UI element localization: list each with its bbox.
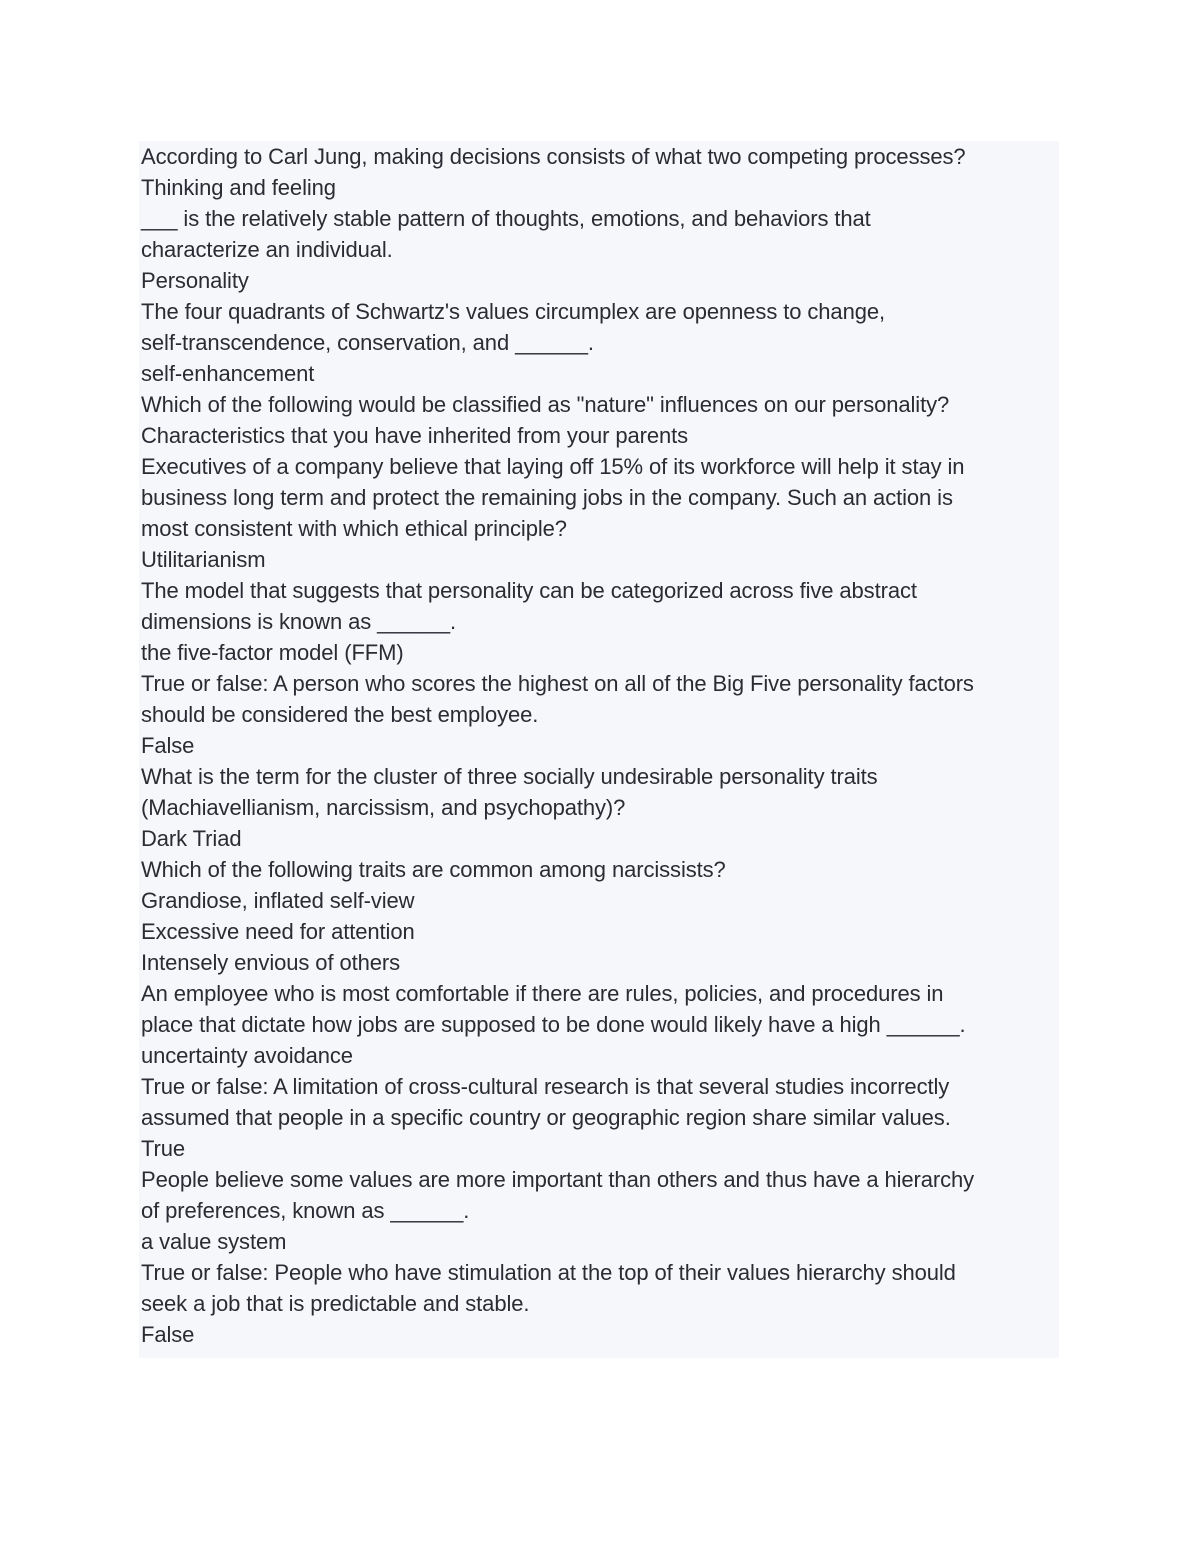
- text-line: self-transcendence, conservation, and ______.: [141, 330, 594, 355]
- text-line: Thinking and feeling: [141, 175, 336, 200]
- text-line: Grandiose, inflated self-view: [141, 888, 415, 913]
- text-line: most consistent with which ethical principle?: [141, 516, 567, 541]
- text-line: People believe some values are more important than others and thus have a hierarchy: [141, 1167, 975, 1192]
- text-line: characterize an individual.: [141, 237, 393, 262]
- text-line: True or false: People who have stimulation at the top of their values hierarchy should: [141, 1260, 956, 1285]
- text-line: self-enhancement: [141, 361, 315, 386]
- text-line: True: [141, 1136, 186, 1161]
- flashcard-text-block: [139, 141, 1059, 1358]
- text-line: a value system: [141, 1229, 287, 1254]
- text-line: Which of the following traits are common among narcissists?: [141, 857, 726, 882]
- text-line: seek a job that is predictable and stable.: [141, 1291, 530, 1316]
- text-line: What is the term for the cluster of three socially undesirable personality traits: [141, 764, 878, 789]
- text-line: Dark Triad: [141, 826, 242, 851]
- text-line: place that dictate how jobs are supposed to be done would likely have a high ______.: [141, 1012, 966, 1037]
- text-line: True or false: A person who scores the highest on all of the Big Five personality factors: [141, 671, 974, 696]
- text-line: of preferences, known as ______.: [141, 1198, 470, 1223]
- text-line: uncertainty avoidance: [141, 1043, 353, 1068]
- text-line: False: [141, 733, 195, 758]
- text-line: Which of the following would be classified as "nature" influences on our personality?: [141, 392, 950, 417]
- text-line: (Machiavellianism, narcissism, and psychopathy)?: [141, 795, 626, 820]
- text-line: dimensions is known as ______.: [141, 609, 456, 634]
- text-line: Excessive need for attention: [141, 919, 415, 944]
- text-line: The model that suggests that personality can be categorized across five abstract: [141, 578, 917, 603]
- text-line: True or false: A limitation of cross-cultural research is that several studies incorrectly: [141, 1074, 950, 1099]
- text-line: the five-factor model (FFM): [141, 640, 404, 665]
- text-line: Characteristics that you have inherited from your parents: [141, 423, 689, 448]
- text-line: Intensely envious of others: [141, 950, 401, 975]
- text-line: ___ is the relatively stable pattern of thoughts, emotions, and behaviors that: [141, 206, 871, 231]
- text-line: business long term and protect the remaining jobs in the company. Such an action is: [141, 485, 953, 510]
- text-line: Utilitarianism: [141, 547, 266, 572]
- text-line: False: [141, 1322, 195, 1347]
- text-line: assumed that people in a specific country or geographic region share similar values.: [141, 1105, 951, 1130]
- text-line: The four quadrants of Schwartz's values circumplex are openness to change,: [141, 299, 885, 324]
- text-line: According to Carl Jung, making decisions consists of what two competing processes?: [141, 144, 966, 169]
- text-line: should be considered the best employee.: [141, 702, 539, 727]
- text-line: Personality: [141, 268, 249, 293]
- text-line: An employee who is most comfortable if there are rules, policies, and procedures in: [141, 981, 944, 1006]
- text-line: Executives of a company believe that laying off 15% of its workforce will help it stay in: [141, 454, 965, 479]
